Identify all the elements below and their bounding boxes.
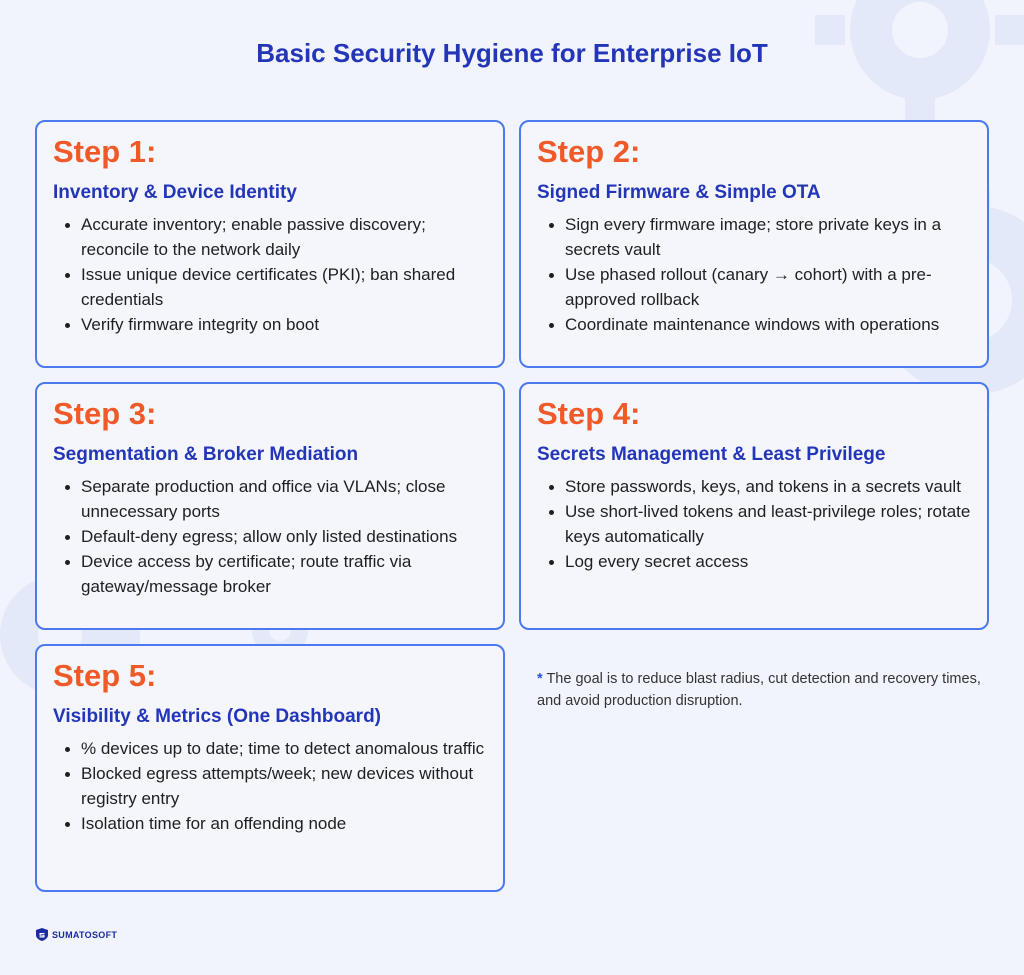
bullet-list	[53, 212, 487, 337]
footnote	[537, 668, 987, 712]
step-card-2	[519, 120, 989, 368]
step-label: Step 4:	[537, 396, 641, 431]
step-card-1	[35, 120, 505, 368]
logo-text: SUMATOSOFT	[52, 929, 118, 940]
list-item: Isolation time for an offending node	[65, 811, 487, 836]
list-item: Sign every firmware image; store private keys in a secrets vault	[549, 212, 971, 262]
list-item: Accurate inventory; enable passive discovery; reconcile to the network daily	[65, 212, 487, 262]
list-item: Store passwords, keys, and tokens in a secrets vault	[549, 474, 971, 499]
step-card-5	[35, 644, 505, 892]
card-heading: Segmentation & Broker Mediation	[53, 444, 359, 465]
footnote-star: *	[537, 671, 543, 687]
step-label: Step 1:	[53, 134, 157, 169]
card-heading: Secrets Management & Least Privilege	[537, 444, 886, 465]
step-label: Step 2:	[537, 134, 641, 169]
page-title: Basic Security Hygiene for Enterprise IoT	[256, 38, 768, 68]
step-card-4	[519, 382, 989, 630]
bullet-list	[537, 212, 971, 337]
step-label: Step 3:	[53, 396, 157, 431]
list-item: Default-deny egress; allow only listed destinations	[65, 524, 487, 549]
list-item: % devices up to date; time to detect anomalous traffic	[65, 736, 487, 761]
card-heading: Inventory & Device Identity	[53, 182, 297, 203]
footnote-text: The goal is to reduce blast radius, cut detection and recovery times, and avoid production disruption.	[537, 671, 981, 709]
step-card-3	[35, 382, 505, 630]
list-item: Device access by certificate; route traffic via gateway/message broker	[65, 549, 487, 599]
list-item: Log every secret access	[549, 549, 971, 574]
list-item: Separate production and office via VLANs; close unnecessary ports	[65, 474, 487, 524]
list-item: Issue unique device certificates (PKI); ban shared credentials	[65, 262, 487, 312]
step-label: Step 5:	[53, 658, 157, 693]
card-heading: Visibility & Metrics (One Dashboard)	[53, 706, 382, 727]
bullet-list	[537, 474, 971, 574]
list-item: Verify firmware integrity on boot	[65, 312, 487, 337]
card-heading: Signed Firmware & Simple OTA	[537, 182, 821, 203]
bullet-list	[53, 474, 487, 599]
list-item: Coordinate maintenance windows with operations	[549, 312, 971, 337]
shield-logo-icon	[36, 928, 48, 941]
list-item: Use short-lived tokens and least-privilege roles; rotate keys automatically	[549, 499, 971, 549]
list-item: Blocked egress attempts/week; new devices without registry entry	[65, 761, 487, 811]
bullet-list	[53, 736, 487, 836]
brand-logo	[36, 928, 117, 941]
list-item: Use phased rollout (canary → cohort) with a pre-approved rollback	[549, 262, 971, 312]
